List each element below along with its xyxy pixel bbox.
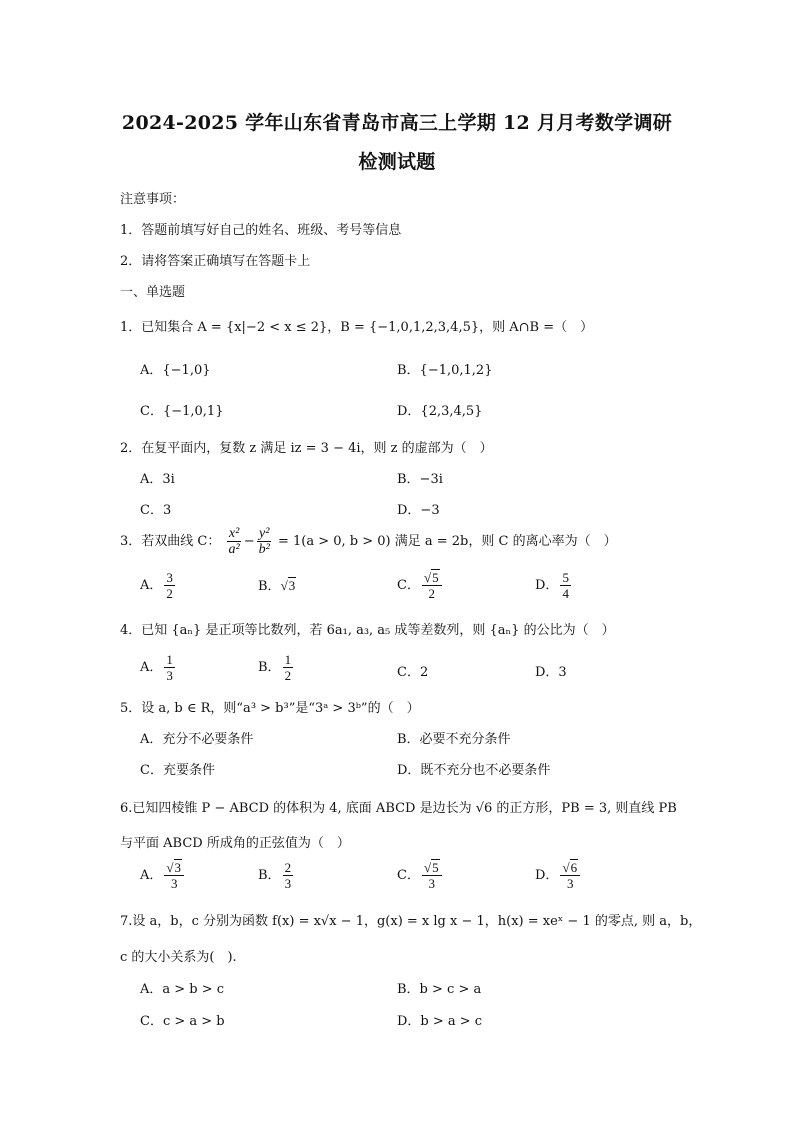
question-5-option-c: C．充要条件 <box>140 763 215 778</box>
question-2-option-d: D．−3 <box>397 503 440 518</box>
question-6-option-b: B． $\frac{2}{3}$ <box>258 860 292 891</box>
question-6-option-d: D． $\frac{√6}{3}$ <box>535 860 582 891</box>
question-2-option-b: B．−3i <box>397 472 443 487</box>
question-7-option-d: D．b > a > c <box>397 1014 483 1029</box>
notice-item-2: 2．请将答案正确填写在答题卡上 <box>120 254 311 269</box>
notice-heading: 注意事项： <box>120 192 186 207</box>
question-4-option-c: C．2 <box>397 665 429 680</box>
question-7-stem-line1: 7.设 a，b，c 分别为函数 f(x) = x√x − 1，g(x) = x lg x − 1，h(x) = xeˣ − 1 的零点, 则 a，b， <box>120 914 702 929</box>
question-4-stem: 4．已知 {aₙ} 是正项等比数列，若 6a₁, a₃, a₅ 成等差数列，则 {aₙ} 的公比为（ ） <box>120 623 615 638</box>
section-heading-single-choice: 一、单选题 <box>120 285 186 300</box>
exam-title-line1: 2024-2025 学年山东省青岛市高三上学期 12 月月考数学调研 <box>121 112 673 134</box>
question-4-option-d: D．3 <box>535 665 567 680</box>
question-2-stem: 2．在复平面内，复数 z 满足 iz = 3 − 4i，则 z 的虚部为（ ） <box>120 441 493 456</box>
question-5-stem: 5．设 a, b ∈ R，则“a³ > b³”是“3ᵃ > 3ᵇ”的（ ） <box>120 701 420 716</box>
question-6-option-a: A． $\frac{√3}{3}$ <box>140 860 186 891</box>
question-7-option-c: C．c > a > b <box>140 1014 225 1029</box>
question-3-option-b: B．√3 <box>258 578 296 594</box>
question-5-option-a: A．充分不必要条件 <box>140 732 254 747</box>
question-3-stem-suffix: = 1(a > 0, b > 0) 满足 a = 2b，则 C 的离心率为（ ） <box>277 534 617 549</box>
question-1-option-a: A．{−1,0} <box>140 363 211 378</box>
question-4-option-b: B． $\frac{1}{2}$ <box>258 652 292 683</box>
question-6-stem-line2: 与平面 ABCD 所成角的正弦值为（ ） <box>120 836 350 851</box>
hyperbola-y-term: $\frac{\text{y²}}{\text{b²}}$ <box>258 526 270 557</box>
question-3-option-d: D． $\frac{5}{4}$ <box>535 570 569 601</box>
question-6-stem-line1: 6.已知四棱锥 P − ABCD 的体积为 4, 底面 ABCD 是边长为 √6 的正方形，PB = 3, 则直线 PB <box>120 801 677 816</box>
question-1-stem: 1．已知集合 A = {x|−2 < x ≤ 2}，B = {−1,0,1,2,3,4,5}，则 A∩B =（ ） <box>120 320 594 335</box>
question-3-option-c: C． $\frac{√5}{2}$ <box>397 570 444 601</box>
question-5-option-b: B．必要不充分条件 <box>397 732 511 747</box>
notice-item-1: 1．答题前填写好自己的姓名、班级、考号等信息 <box>120 223 402 238</box>
question-1-option-c: C．{−1,0,1} <box>140 404 224 419</box>
exam-title-line2: 检测试题 <box>358 151 436 173</box>
question-1-option-d: D．{2,3,4,5} <box>397 404 483 419</box>
question-7-option-a: A．a > b > c <box>140 982 225 997</box>
question-7-stem-line2: c 的大小关系为( ). <box>120 950 237 965</box>
question-3-stem: 3．若双曲线 C： $\frac{\text{x²}}{\text{a²}}$ − $\frac{\text{y²}}{\text{b²}}$ = 1(a > 0, b > 0) 满足 a = 2b，则 C 的离心率为（ ） <box>120 526 617 557</box>
question-4-option-a: A． $\frac{1}{3}$ <box>140 652 173 683</box>
question-1-option-b: B．{−1,0,1,2} <box>397 363 493 378</box>
question-3-option-a: A． $\frac{3}{2}$ <box>140 570 173 601</box>
question-2-option-c: C．3 <box>140 503 172 518</box>
question-2-option-a: A．3i <box>140 472 175 487</box>
question-7-option-b: B．b > c > a <box>397 982 482 997</box>
question-5-option-d: D．既不充分也不必要条件 <box>397 763 551 778</box>
question-3-stem-prefix: 3．若双曲线 C： <box>120 534 221 549</box>
question-6-option-c: C． $\frac{√5}{3}$ <box>397 860 444 891</box>
hyperbola-x-term: $\frac{\text{x²}}{\text{a²}}$ <box>228 526 240 557</box>
